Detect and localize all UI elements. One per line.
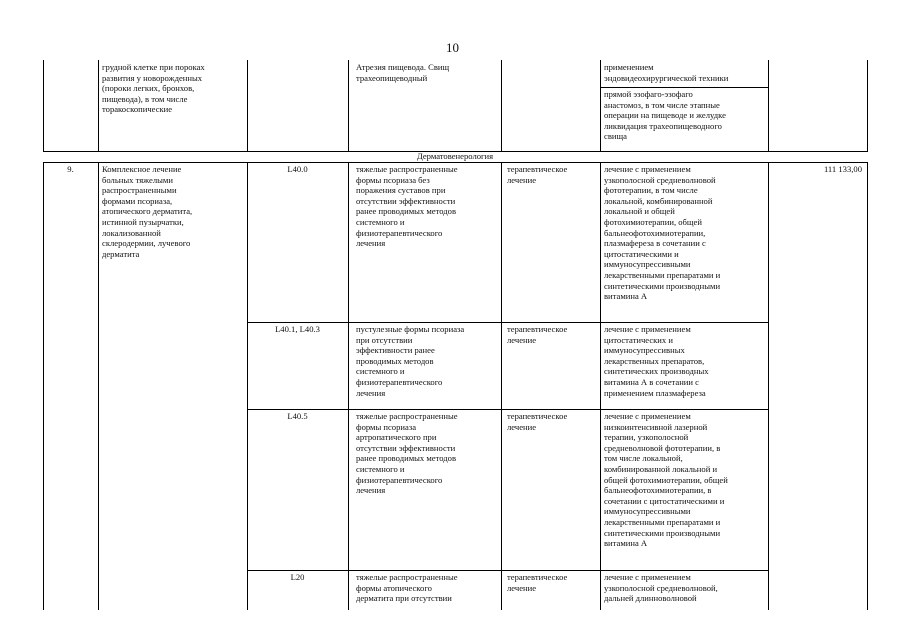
column-divider xyxy=(348,60,349,152)
continued-model-cell: Атрезия пищевода. Свищ трахеопищеводный xyxy=(356,62,450,83)
column-divider xyxy=(501,162,502,610)
page-number: 10 xyxy=(446,40,459,55)
column-divider xyxy=(43,162,44,610)
treatment-type-cell: терапевтическое лечение xyxy=(507,324,568,345)
treatment-method-cell: лечение с применением узкополосной средневолновой фототерапии, в том числе локальной, комбинированной локальной и общей фотохимиотерапии, общей бальнеофотохимиотерапии, плазмафереза в сочетании с цитостатическими и иммуносупрессивными лекарственными препаратами и синтетическими производными витамина А xyxy=(604,164,721,302)
column-divider xyxy=(867,162,868,610)
column-divider xyxy=(501,60,502,152)
treatment-method-cell: лечение с применением цитостатических и иммуносупрессивных лекарственных препаратов, синтетических производных витамина А в сочетании с применением плазмафереза xyxy=(604,324,709,398)
diagnosis-code: L40.0 xyxy=(287,164,308,174)
column-divider xyxy=(768,162,769,610)
continued-name-cell: грудной клетке при пороках развития у новорожденных (пороки легких, бронхов, пищевода), в том числе торакоскопические xyxy=(102,62,205,115)
continued-method-cell-a: применением эндовидеохирургической техники xyxy=(604,62,729,83)
row-divider xyxy=(247,409,768,410)
column-divider xyxy=(247,162,248,610)
treatment-type-cell: терапевтическое лечение xyxy=(507,572,568,593)
row-divider xyxy=(43,162,867,163)
patient-model-cell: тяжелые распространенные формы атопического дерматита при отсутствии xyxy=(356,572,458,604)
continued-method-cell-b: прямой эзофаго-эзофаго анастомоз, в том числе этапные операции на пищеводе и желудке ликвидация трахеопищеводного свища xyxy=(604,89,726,142)
service-name-cell: Комплексное лечение больных тяжелыми распространенными формами псориаза, атопического дерматита, истинной пузырчатки, локализованной склеродермии, лучевого дерматита xyxy=(102,164,193,259)
column-divider xyxy=(867,60,868,152)
column-divider xyxy=(43,60,44,152)
column-divider xyxy=(348,162,349,610)
row-divider xyxy=(247,570,768,571)
column-divider xyxy=(600,162,601,610)
column-divider xyxy=(600,60,601,152)
treatment-type-cell: терапевтическое лечение xyxy=(507,411,568,432)
column-divider xyxy=(98,60,99,152)
diagnosis-code: L20 xyxy=(290,572,305,582)
treatment-method-cell: лечение с применением узкополосной средневолновой, дальней длинноволновой xyxy=(604,572,718,604)
row-divider xyxy=(600,87,768,88)
diagnosis-code: L40.1, L40.3 xyxy=(275,324,320,334)
patient-model-cell: тяжелые распространенные формы псориаза артропатического при отсутствии эффективности ранее проводимых методов системного и физиотерапевтического лечения xyxy=(356,411,458,496)
treatment-method-cell: лечение с применением низкоинтенсивной лазерной терапии, узкополосной средневолновой фототерапии, в том числе локальной, комбинированной локальной и общей фотохимиотерапии, общей бальнеофотохимиотерапии, в сочетании с цитостатическими и иммуносупрессивными лекарственными препаратами и синтетическими производными витамина А xyxy=(604,411,728,549)
treatment-type-cell: терапевтическое лечение xyxy=(507,164,568,185)
section-title: Дерматовенерология xyxy=(416,151,494,161)
row-number: 9. xyxy=(67,164,74,174)
patient-model-cell: пустулезные формы псориаза при отсутствии эффективности ранее проводимых методов системного и физиотерапевтического лечения xyxy=(356,324,465,398)
diagnosis-code: L40.5 xyxy=(287,411,308,421)
price-cell: 111 133,00 xyxy=(823,164,862,174)
patient-model-cell: тяжелые распространенные формы псориаза без поражения суставов при отсутствии эффективности ранее проводимых методов системного и физиотерапевтического лечения xyxy=(356,164,458,249)
row-divider xyxy=(247,322,768,323)
column-divider xyxy=(98,162,99,610)
column-divider xyxy=(768,60,769,152)
column-divider xyxy=(247,60,248,152)
